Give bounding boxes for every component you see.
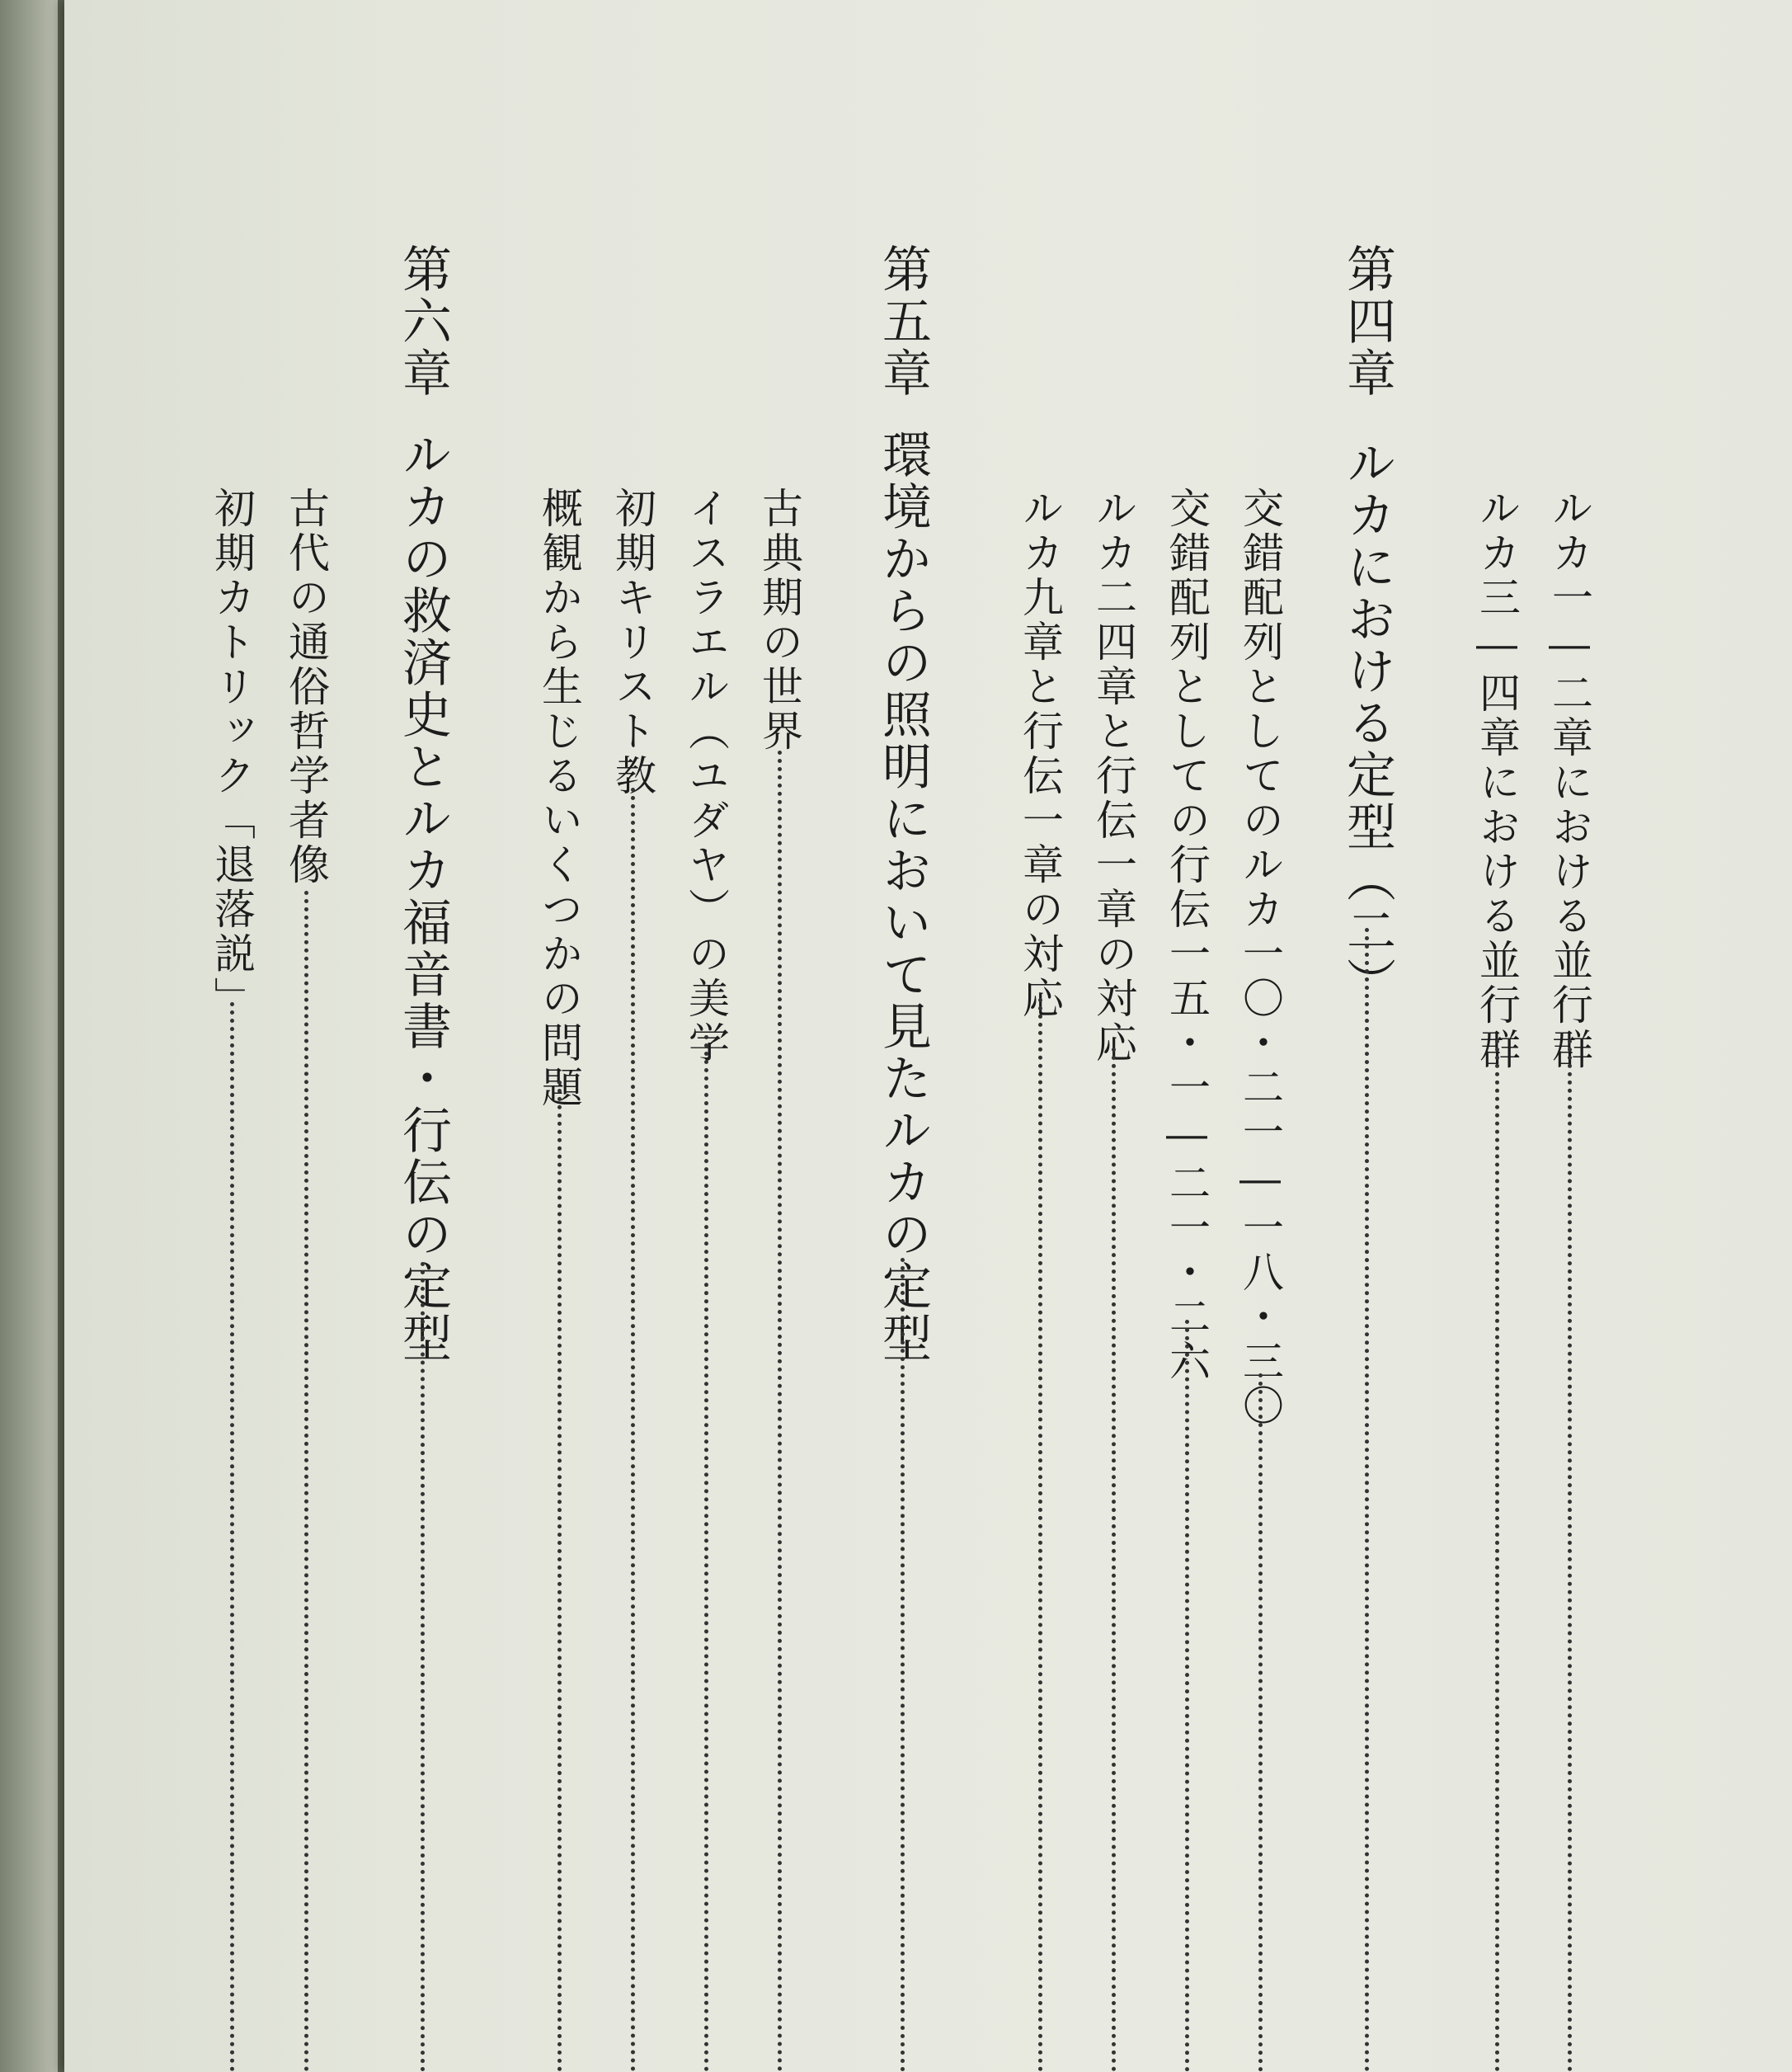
leader-dots [557, 1081, 562, 2072]
leader-dots [421, 1262, 425, 2072]
leader-dots [901, 1258, 905, 2072]
toc-ch4-sec4: 交錯配列としての行伝一五・一―二一・二六 [1163, 487, 1211, 1384]
leader-dots [230, 1002, 234, 2072]
toc-ch5-sec1: 古典期の世界 [755, 487, 803, 754]
leader-dots [304, 891, 308, 2072]
toc-ch4-sec1: ルカ一―二章における並行群 [1545, 487, 1593, 1072]
chapter-5-number: 第五章 [874, 243, 932, 399]
chapter-5-title: 環境からの照明において見たルカの定型 [874, 429, 932, 1364]
book-gutter [0, 0, 58, 2072]
toc-ch5-sec3: 初期キリスト教 [609, 487, 656, 798]
leader-dots [1568, 1039, 1572, 2072]
book-page [64, 0, 1792, 2072]
leader-dots [631, 788, 635, 2072]
toc-ch5-sec4: 概観から生じるいくつかの問題 [535, 487, 583, 1110]
chapter-4-number: 第四章 [1338, 243, 1396, 399]
toc-ch4-sec5: ルカ二四章と行伝一章の対応 [1089, 487, 1137, 1066]
leader-dots [704, 1035, 708, 2072]
toc-ch4-sec6: ルカ九章と行伝一章の対応 [1016, 487, 1064, 1021]
leader-dots [1365, 928, 1369, 2072]
toc-ch4-sec3: 交錯配列としてのルカ一〇・二一―一八・三〇 [1236, 487, 1284, 1429]
leader-dots [1185, 1320, 1189, 2072]
leader-dots [778, 751, 782, 2072]
chapter-4-title: ルカにおける定型（二） [1338, 437, 1396, 1009]
leader-dots [1258, 1373, 1263, 2072]
chapter-6-number: 第六章 [394, 243, 452, 399]
toc-ch6-sec1: 古代の通俗哲学者像 [282, 487, 330, 888]
toc-ch4-sec2: ルカ三―四章における並行群 [1473, 487, 1521, 1072]
toc-ch6-sec2: 初期カトリック「退落説」 [208, 487, 256, 1021]
toc-ch5-sec2: イスラエル（ユダヤ）の美学 [682, 487, 730, 1066]
leader-dots [1112, 1048, 1116, 2072]
leader-dots [1038, 998, 1042, 2072]
chapter-6-title: ルカの救済史とルカ福音書・行伝の定型 [394, 429, 452, 1364]
leader-dots [1495, 1039, 1499, 2072]
